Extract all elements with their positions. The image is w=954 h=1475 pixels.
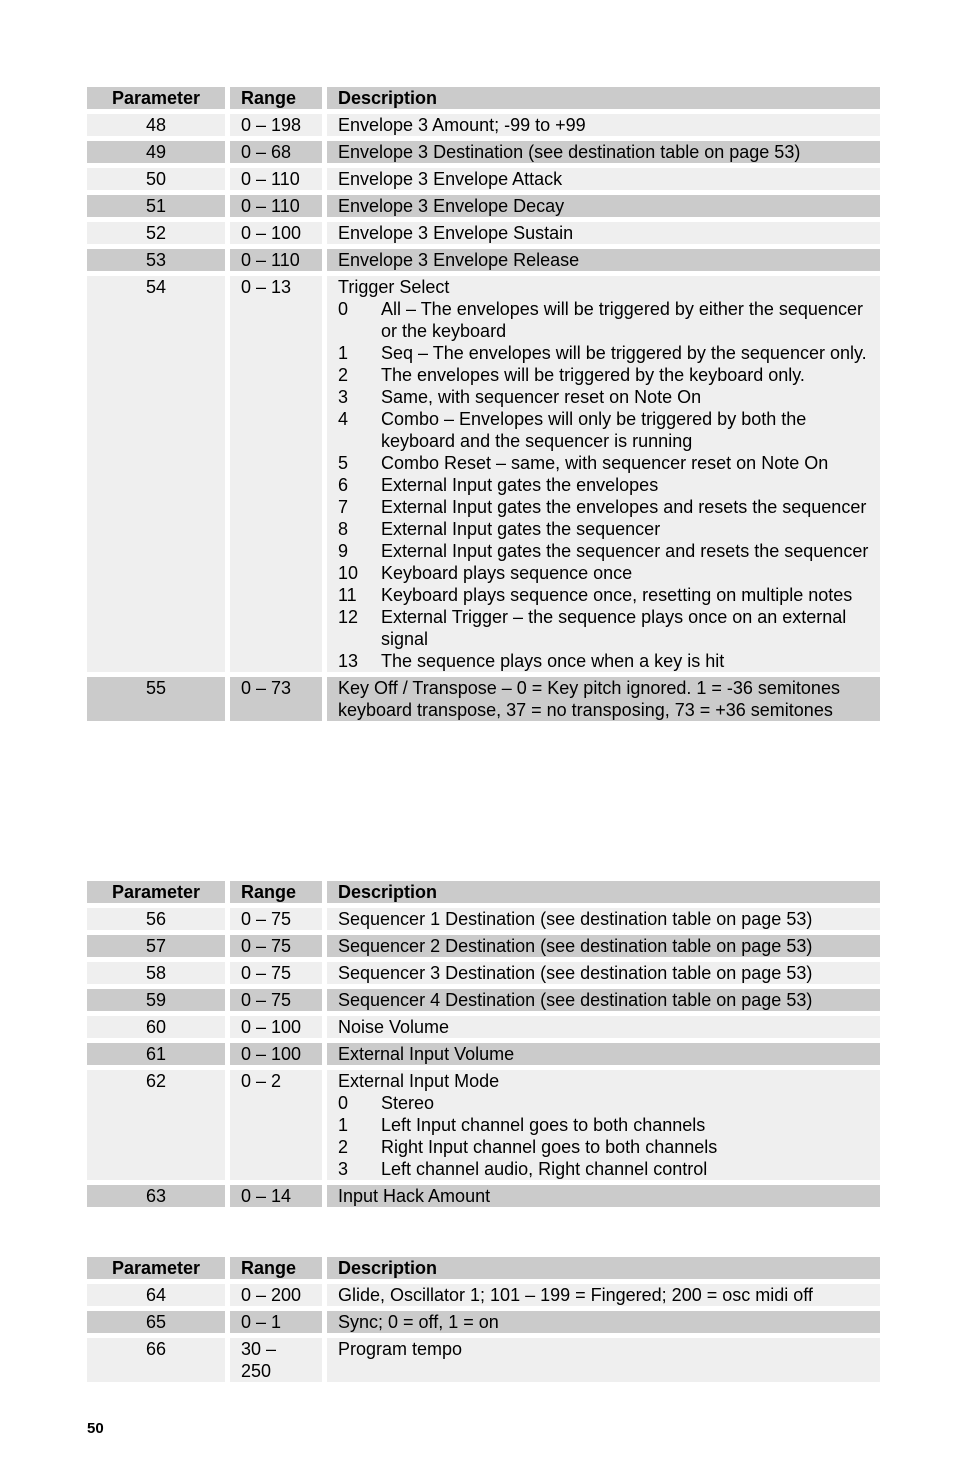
- table-row: [87, 141, 880, 163]
- parameter-cell: 61: [87, 1043, 225, 1065]
- parameter-cell: 66: [87, 1338, 225, 1382]
- table-row: [87, 677, 880, 721]
- description-cell: [327, 195, 880, 217]
- range-cell: 0 – 14: [230, 1185, 322, 1207]
- parameter-cell: 54: [87, 276, 225, 672]
- parameter-cell: 56: [87, 908, 225, 930]
- description-text: Envelope 3 Envelope Attack: [338, 169, 563, 189]
- option-text: External Input gates the sequencer: [381, 519, 661, 539]
- parameter-cell: 50: [87, 168, 225, 190]
- table-row: [87, 1338, 880, 1382]
- option-item: [338, 606, 869, 650]
- option-item: [338, 496, 869, 518]
- option-text: External Input gates the sequencer and resets the sequencer: [381, 541, 869, 561]
- description-cell: [327, 114, 880, 136]
- range-cell: 0 – 68: [230, 141, 322, 163]
- option-text: Seq – The envelopes will be triggered by the sequencer only.: [381, 343, 867, 363]
- header-description: Description: [327, 881, 880, 903]
- description-text: Sync; 0 = off, 1 = on: [338, 1312, 499, 1332]
- option-number: 6: [338, 475, 349, 495]
- header-range: Range: [230, 87, 322, 109]
- header-parameter: Parameter: [87, 1257, 225, 1279]
- range-cell: 0 – 100: [230, 222, 322, 244]
- description-text: External Input Mode: [338, 1071, 500, 1091]
- range-cell: 0 – 100: [230, 1016, 322, 1038]
- page-number: 50: [87, 1420, 104, 1437]
- description-cell: [327, 935, 880, 957]
- parameter-cell: 63: [87, 1185, 225, 1207]
- header-range: Range: [230, 881, 322, 903]
- parameter-cell: 59: [87, 989, 225, 1011]
- range-cell: 0 – 75: [230, 935, 322, 957]
- option-text: Keyboard plays sequence once: [381, 563, 633, 583]
- parameter-cell: 52: [87, 222, 225, 244]
- header-range: Range: [230, 1257, 322, 1279]
- description-text: Envelope 3 Amount; -99 to +99: [338, 115, 586, 135]
- option-text: Right Input channel goes to both channels: [381, 1137, 718, 1157]
- description-cell: [327, 222, 880, 244]
- description-cell: [327, 677, 880, 721]
- description-text: Sequencer 2 Destination (see destination table on page 53): [338, 936, 813, 956]
- description-cell: [327, 1311, 880, 1333]
- table-row: [87, 1016, 880, 1038]
- option-item: [338, 452, 869, 474]
- description-text: Trigger Select: [338, 277, 450, 297]
- parameter-cell: 65: [87, 1311, 225, 1333]
- table-row: [87, 962, 880, 984]
- option-number: 7: [338, 497, 349, 517]
- option-number: 12: [338, 607, 359, 627]
- parameter-cell: 58: [87, 962, 225, 984]
- range-cell: 0 – 75: [230, 962, 322, 984]
- parameter-table-3: [87, 1257, 880, 1387]
- option-number: 10: [338, 563, 359, 583]
- option-text: The envelopes will be triggered by the keyboard only.: [381, 365, 805, 385]
- table-row: [87, 1311, 880, 1333]
- range-cell: 0 – 75: [230, 989, 322, 1011]
- description-text: Noise Volume: [338, 1017, 450, 1037]
- option-number: 9: [338, 541, 349, 561]
- option-item: [338, 562, 869, 584]
- option-text: Keyboard plays sequence once, resetting on multiple notes: [381, 585, 853, 605]
- table-row: [87, 1284, 880, 1306]
- parameter-cell: 55: [87, 677, 225, 721]
- description-text: Program tempo: [338, 1339, 463, 1359]
- option-text: Combo Reset – same, with sequencer reset on Note On: [381, 453, 829, 473]
- parameter-cell: 51: [87, 195, 225, 217]
- option-number: 5: [338, 453, 349, 473]
- description-cell: [327, 1043, 880, 1065]
- range-cell: 0 – 75: [230, 908, 322, 930]
- description-text: Envelope 3 Envelope Decay: [338, 196, 565, 216]
- option-text: External Trigger – the sequence plays once on an external signal: [381, 607, 847, 649]
- description-text: External Input Volume: [338, 1044, 515, 1064]
- parameter-cell: 57: [87, 935, 225, 957]
- parameter-cell: 48: [87, 114, 225, 136]
- range-cell: 0 – 200: [230, 1284, 322, 1306]
- option-number: 1: [338, 343, 349, 363]
- range-cell: 0 – 73: [230, 677, 322, 721]
- range-cell: 0 – 110: [230, 249, 322, 271]
- option-text: The sequence plays once when a key is hit: [381, 651, 725, 671]
- option-item: [338, 474, 869, 496]
- option-number: 1: [338, 1115, 349, 1135]
- range-cell: 0 – 110: [230, 168, 322, 190]
- table-row: [87, 195, 880, 217]
- description-text: Glide, Oscillator 1; 101 – 199 = Fingered; 200 = osc midi off: [338, 1285, 813, 1305]
- description-text: Key Off / Transpose – 0 = Key pitch ignored. 1 = -36 semitones keyboard transpose, 37 = no transposing, 73 = +36 semitones: [338, 678, 840, 720]
- parameter-cell: 53: [87, 249, 225, 271]
- option-number: 3: [338, 387, 349, 407]
- description-cell: [327, 1070, 880, 1180]
- option-number: 0: [338, 299, 349, 319]
- range-cell: 0 – 1: [230, 1311, 322, 1333]
- parameter-table-1: [87, 87, 880, 726]
- description-text: Sequencer 4 Destination (see destination table on page 53): [338, 990, 813, 1010]
- option-item: [338, 1136, 869, 1158]
- description-cell: [327, 249, 880, 271]
- parameter-cell: 49: [87, 141, 225, 163]
- option-item: [338, 540, 869, 562]
- description-cell: [327, 141, 880, 163]
- option-text: Left channel audio, Right channel control: [381, 1159, 708, 1179]
- table-row: [87, 222, 880, 244]
- table-header-row: [87, 1257, 880, 1279]
- description-cell: [327, 276, 880, 672]
- description-cell: [327, 989, 880, 1011]
- option-item: [338, 584, 869, 606]
- parameter-table-2: [87, 881, 880, 1212]
- description-text: Sequencer 3 Destination (see destination table on page 53): [338, 963, 813, 983]
- option-number: 3: [338, 1159, 349, 1179]
- header-description: Description: [327, 1257, 880, 1279]
- table-row: [87, 989, 880, 1011]
- option-number: 0: [338, 1093, 349, 1113]
- option-item: [338, 408, 869, 452]
- option-text: Combo – Envelopes will only be triggered by both the keyboard and the sequencer is running: [381, 409, 807, 451]
- header-description: Description: [327, 87, 880, 109]
- header-parameter: Parameter: [87, 87, 225, 109]
- option-text: Stereo: [381, 1093, 435, 1113]
- range-cell: 0 – 198: [230, 114, 322, 136]
- table-header-row: [87, 87, 880, 109]
- description-text: Sequencer 1 Destination (see destination table on page 53): [338, 909, 813, 929]
- description-cell: [327, 1284, 880, 1306]
- parameter-cell: 60: [87, 1016, 225, 1038]
- table-row: [87, 1185, 880, 1207]
- option-text: External Input gates the envelopes and resets the sequencer: [381, 497, 867, 517]
- table-row: [87, 1070, 880, 1180]
- table-row: [87, 249, 880, 271]
- option-number: 13: [338, 651, 359, 671]
- table-row: [87, 935, 880, 957]
- range-cell: 30 – 250: [230, 1338, 322, 1382]
- table-header-row: [87, 881, 880, 903]
- parameter-cell: 62: [87, 1070, 225, 1180]
- header-parameter: Parameter: [87, 881, 225, 903]
- option-item: [338, 342, 869, 364]
- range-cell: 0 – 110: [230, 195, 322, 217]
- option-text: Left Input channel goes to both channels: [381, 1115, 706, 1135]
- description-text: Input Hack Amount: [338, 1186, 491, 1206]
- parameter-cell: 64: [87, 1284, 225, 1306]
- table-row: [87, 276, 880, 672]
- option-item: [338, 518, 869, 540]
- option-number: 8: [338, 519, 349, 539]
- option-number: 2: [338, 1137, 349, 1157]
- option-item: [338, 1092, 869, 1114]
- range-cell: 0 – 2: [230, 1070, 322, 1180]
- description-cell: [327, 1016, 880, 1038]
- description-cell: [327, 1338, 880, 1382]
- description-text: Envelope 3 Destination (see destination table on page 53): [338, 142, 801, 162]
- table-row: [87, 1043, 880, 1065]
- description-cell: [327, 1185, 880, 1207]
- option-item: [338, 298, 869, 342]
- option-number: 4: [338, 409, 349, 429]
- option-item: [338, 1114, 869, 1136]
- description-cell: [327, 908, 880, 930]
- option-number: 11: [338, 585, 357, 605]
- option-text: All – The envelopes will be triggered by either the sequencer or the keyboard: [381, 299, 863, 341]
- option-number: 2: [338, 365, 349, 385]
- table-row: [87, 168, 880, 190]
- table-row: [87, 114, 880, 136]
- option-item: [338, 1158, 869, 1180]
- option-item: [338, 650, 869, 672]
- option-text: Same, with sequencer reset on Note On: [381, 387, 702, 407]
- range-cell: 0 – 100: [230, 1043, 322, 1065]
- description-cell: [327, 962, 880, 984]
- range-cell: 0 – 13: [230, 276, 322, 672]
- description-text: Envelope 3 Envelope Sustain: [338, 223, 574, 243]
- option-item: [338, 386, 869, 408]
- table-row: [87, 908, 880, 930]
- option-item: [338, 364, 869, 386]
- option-text: External Input gates the envelopes: [381, 475, 659, 495]
- description-cell: [327, 168, 880, 190]
- description-text: Envelope 3 Envelope Release: [338, 250, 580, 270]
